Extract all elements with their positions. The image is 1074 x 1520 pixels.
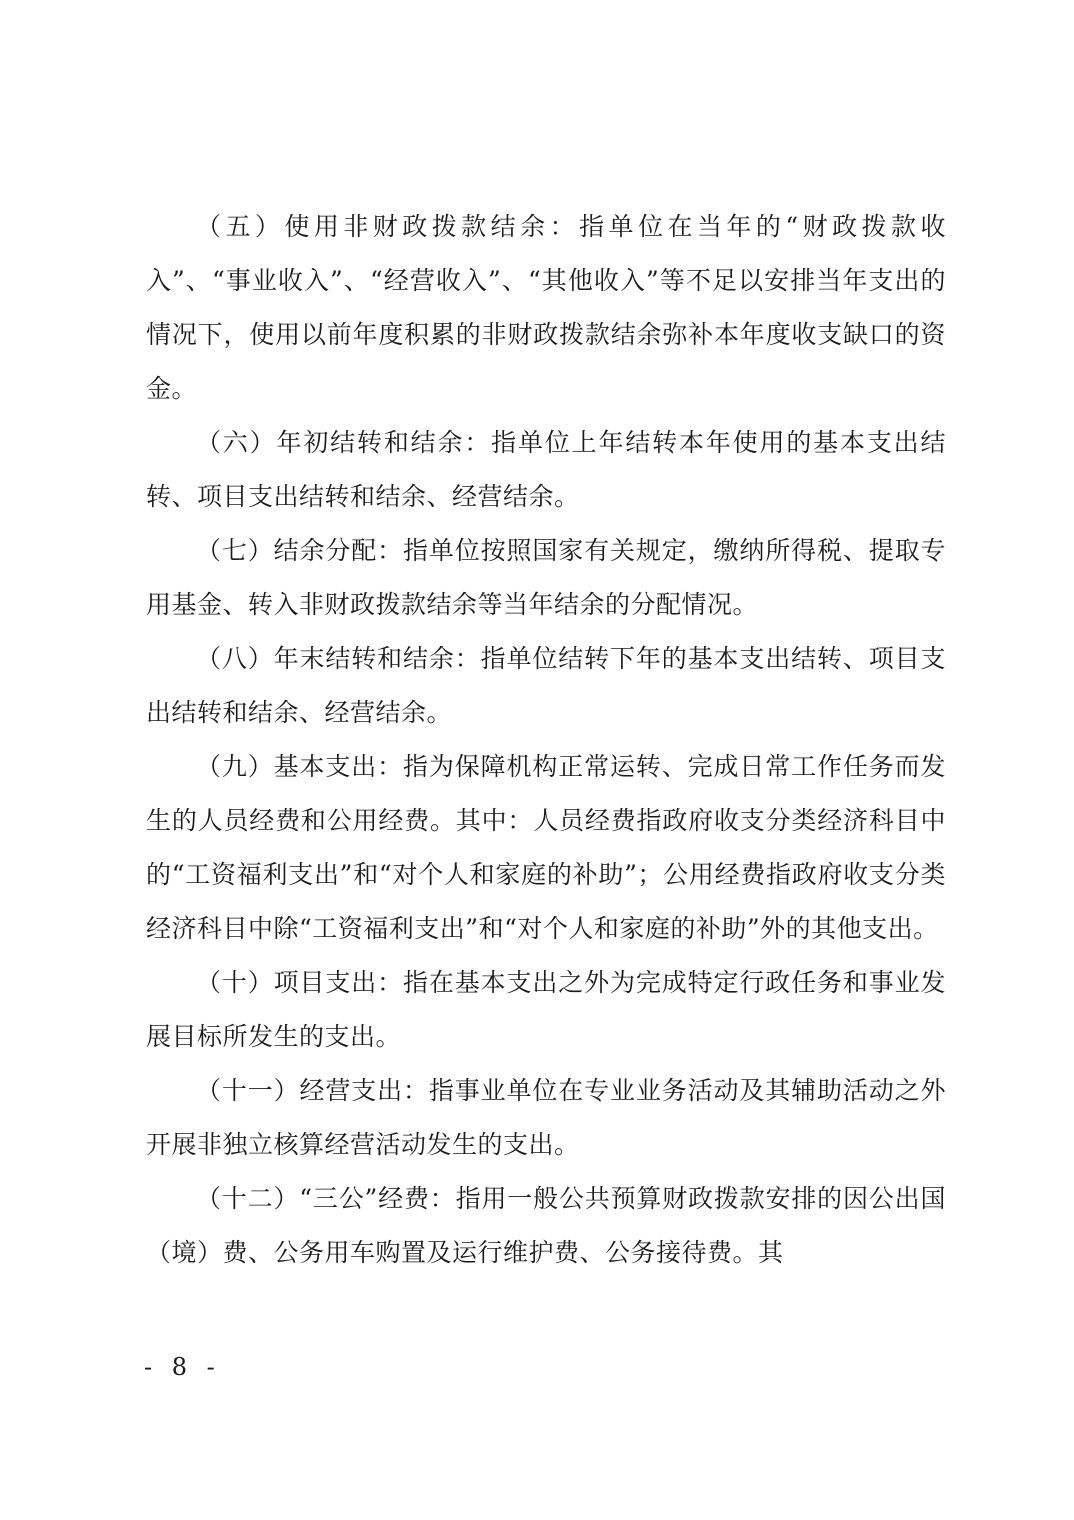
paragraph-5-non-fiscal-surplus: （五）使用非财政拨款结余：指单位在当年的“财政拨款收入”、“事业收入”、“经营收入”、“其他收入”等不足以安排当年支出的情况下，使用以前年度积累的非财政拨款结余弥补本年度收支缺口的资金。 bbox=[146, 212, 946, 403]
paragraph-8-closing-carryover: （八）年末结转和结余：指单位结转下年的基本支出结转、项目支出结转和结余、经营结余。 bbox=[146, 644, 946, 727]
paragraph-9-basic-expenditure: （九）基本支出：指为保障机构正常运转、完成日常工作任务而发生的人员经费和公用经费。其中：人员经费指政府收支分类经济科目中的“工资福利支出”和“对个人和家庭的补助”；公用经费指政府收支分类经济科目中除“工资福利支出”和“对个人和家庭的补助”外的其他支出。 bbox=[146, 752, 946, 943]
paragraph-11-operating-expenditure: （十一）经营支出：指事业单位在专业业务活动及其辅助活动之外开展非独立核算经营活动发生的支出。 bbox=[146, 1076, 946, 1159]
paragraph-7-surplus-distribution: （七）结余分配：指单位按照国家有关规定，缴纳所得税、提取专用基金、转入非财政拨款结余等当年结余的分配情况。 bbox=[146, 536, 946, 619]
paragraph-12-three-public-expenses: （十二）“三公”经费：指用一般公共预算财政拨款安排的因公出国（境）费、公务用车购置及运行维护费、公务接待费。其 bbox=[146, 1184, 946, 1267]
page-number: - 8 - bbox=[144, 1353, 221, 1381]
document-body bbox=[146, 200, 946, 1280]
paragraph-6-opening-carryover: （六）年初结转和结余：指单位上年结转本年使用的基本支出结转、项目支出结转和结余、经营结余。 bbox=[146, 428, 946, 511]
paragraph-10-project-expenditure: （十）项目支出：指在基本支出之外为完成特定行政任务和事业发展目标所发生的支出。 bbox=[146, 968, 946, 1051]
